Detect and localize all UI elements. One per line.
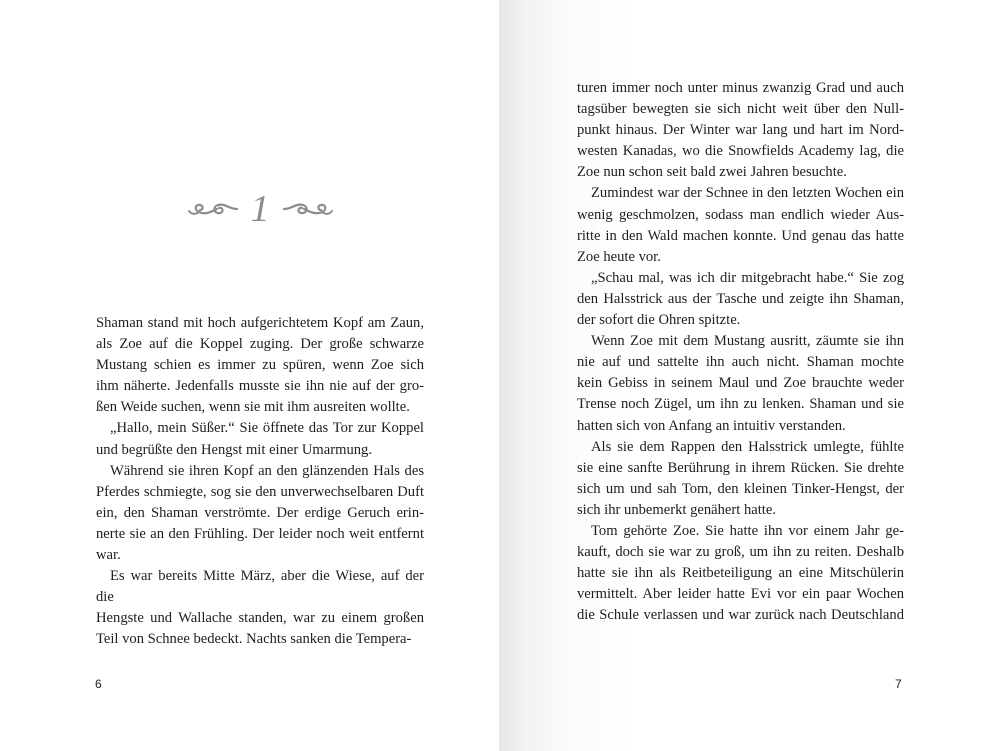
text-line: Als sie dem Rappen den Halsstrick umlegte, fühlte [591, 438, 904, 455]
paragraph [577, 78, 904, 183]
text-line: „Hallo, mein Süßer.“ Sie öffnete das Tor zur Koppel [110, 420, 424, 437]
text-line: und begrüßte den Hengst mit einer Umarmung. [96, 441, 372, 458]
text-line: Tom gehörte Zoe. Sie hatte ihn vor einem Jahr ge- [591, 522, 904, 539]
text-line: sich ihr unbemerkt genähert hatte. [577, 501, 776, 518]
text-line: turen immer noch unter minus zwanzig Grad und auch [577, 80, 904, 96]
flourish-right-icon [282, 198, 334, 220]
paragraph [577, 437, 904, 521]
text-line: hatten sich von Anfang an intuitiv verstanden. [577, 417, 846, 434]
text-line: nerte sie an den Frühling. Der leider noch weit entfernt [96, 525, 424, 542]
text-line: den Halsstrick aus der Tasche und zeigte ihn Shaman, [577, 290, 904, 307]
text-line: Zoe heute vor. [577, 248, 661, 265]
text-line: ein, den Shaman verströmte. Der erdige Geruch erin- [96, 504, 424, 521]
text-line: Während sie ihren Kopf an den glänzenden Hals des [110, 462, 424, 479]
text-line: wenig geschmolzen, sodass man endlich wieder Aus- [577, 206, 904, 223]
paragraph [577, 268, 904, 331]
text-line: Zumindest war der Schnee in den letzten Wochen ein [591, 185, 904, 202]
text-line: kein Gebiss in seinem Maul und Zoe brauchte weder [577, 375, 904, 392]
chapter-number: 1 [250, 188, 270, 230]
text-line: Mustang schien es immer zu spüren, wenn Zoe sich [96, 357, 424, 374]
text-line: sie eine sanfte Berührung in ihrem Rücken. Sie drehte [577, 459, 904, 476]
text-line: Shaman stand mit hoch aufgerichtetem Kopf am Zaun, [96, 315, 424, 331]
page-number-left: 6 [95, 677, 102, 691]
text-line: Pferdes schmiegte, sog sie den unverwechselbaren Duft [96, 483, 424, 500]
paragraph [577, 331, 904, 436]
page-number-right: 7 [895, 677, 902, 691]
paragraph [96, 566, 424, 650]
text-line: hatte sie ihn als Reitbeteiligung an eine Mitschülerin [577, 565, 904, 582]
text-line: Es war bereits Mitte März, aber die Wiese, auf der die [96, 568, 424, 606]
text-line: als Zoe auf die Koppel zuging. Der große schwarze [96, 336, 424, 353]
text-line: punkt hinaus. Der Winter war lang und hart im Nord- [577, 122, 904, 139]
text-line: Teil von Schnee bedeckt. Nachts sanken die Tempera- [96, 631, 412, 648]
text-line: der sofort die Ohren spitzte. [577, 312, 741, 329]
paragraph [577, 183, 904, 267]
chapter-heading [180, 184, 340, 234]
text-line: ßen Weide suchen, wenn sie mit ihm ausreiten wollte. [96, 399, 410, 416]
text-line: westen Kanadas, wo die Snowfields Academy lag, die [577, 143, 904, 160]
paragraph [577, 521, 904, 626]
paragraph [96, 418, 424, 460]
text-line: nie auf und sattelte ihn auch nicht. Shaman mochte [577, 354, 904, 371]
text-line: war. [96, 547, 121, 564]
text-line: ritte in den Wald machen konnte. Und genau das hatte [577, 227, 904, 244]
text-line: Trense noch Zügel, um ihn zu lenken. Shaman und sie [577, 396, 904, 413]
text-line: Hengste und Wallache standen, war zu einem großen [96, 610, 424, 627]
text-line: sich um und sah Tom, den kleinen Tinker-Hengst, der [577, 480, 904, 497]
text-line: vermittelt. Aber leider hatte Evi vor ein paar Wochen [577, 586, 904, 603]
right-page-body [577, 78, 904, 626]
text-line: ihm näherte. Jedenfalls musste sie ihn nie auf der gro- [96, 378, 424, 395]
paragraph [96, 313, 424, 418]
text-line: „Schau mal, was ich dir mitgebracht habe.“ Sie zog [591, 269, 904, 286]
right-page [499, 0, 1000, 751]
paragraph [96, 461, 424, 566]
text-line: tagsüber bewegten sie sich nicht weit über den Null- [577, 101, 904, 118]
text-line: die Schule verlassen und war zurück nach Deutschland [577, 607, 904, 624]
left-page [0, 0, 499, 751]
text-line: kauft, doch sie war zu groß, um ihn zu reiten. Deshalb [577, 544, 904, 561]
text-line: Wenn Zoe mit dem Mustang ausritt, zäumte sie ihn [591, 333, 904, 350]
left-page-body [96, 313, 424, 651]
flourish-left-icon [187, 198, 239, 220]
text-line: Zoe nun schon seit bald zwei Jahren besuchte. [577, 164, 847, 181]
